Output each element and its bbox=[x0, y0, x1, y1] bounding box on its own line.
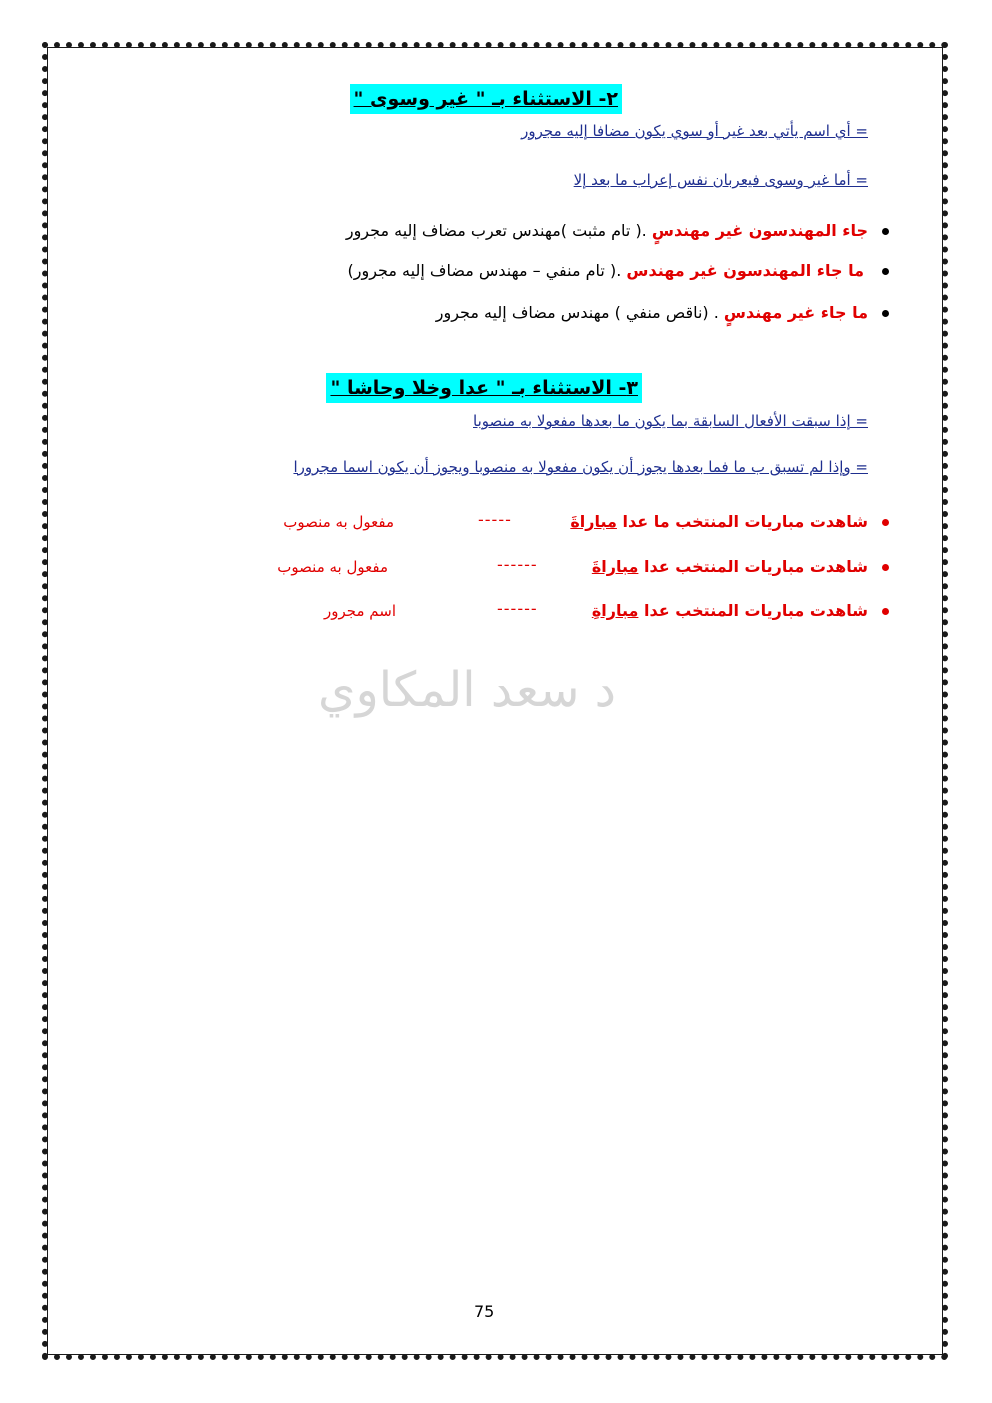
example-note: مفعول به منصوب bbox=[283, 513, 394, 531]
page-number: 75 bbox=[474, 1302, 495, 1321]
example-bold: ما جاء غير مهندسٍ bbox=[723, 303, 868, 322]
section-3-rule-2: = وإذا لم تسبق ب ما فما بعدها يجوز أن يكون مفعولا به منصوبا ويجوز أن يكون اسما مجرورا bbox=[293, 458, 868, 476]
section-2-example-1 bbox=[346, 219, 868, 243]
bullet-icon bbox=[882, 310, 889, 317]
section-3-example-1 bbox=[570, 510, 868, 534]
section-2-rule-1: = أي اسم يأتي بعد غير أو سوي يكون مضافا إليه مجرور bbox=[521, 122, 868, 140]
example-main: شاهدت مباريات المنتخب عدا bbox=[638, 557, 868, 576]
bullet-icon bbox=[882, 519, 889, 526]
example-rest: .( تام مثبت )مهندس تعرب مضاف إليه مجرور bbox=[345, 221, 652, 240]
example-main: شاهدت مباريات المنتخب عدا bbox=[638, 601, 868, 620]
example-word: مباراةِ bbox=[591, 601, 639, 620]
section-2-rule-2: = أما غير وسوى فيعربان نفس إعراب ما بعد إلا bbox=[573, 171, 868, 189]
example-word: مباراةَ bbox=[591, 557, 639, 576]
section-3-heading: ٣- الاستثناء بـ " عدا وخلا وحاشا " bbox=[326, 373, 642, 403]
example-dash: ------ bbox=[497, 599, 538, 618]
section-2-example-3 bbox=[436, 301, 868, 325]
bullet-icon bbox=[882, 268, 889, 275]
bullet-icon bbox=[882, 564, 889, 571]
example-word: مباراةَ bbox=[570, 512, 617, 531]
example-note: اسم مجرور bbox=[324, 602, 396, 620]
example-rest: . (ناقص منفي ) مهندس مضاف إليه مجرور bbox=[435, 303, 724, 322]
example-rest: .( تام منفي – مهندس مضاف إليه مجرور) bbox=[347, 261, 627, 280]
section-2-example-2 bbox=[348, 259, 864, 283]
section-3-example-2 bbox=[592, 555, 868, 579]
section-3-rule-1: = إذا سبقت الأفعال السابقة بما يكون ما بعدها مفعولا به منصوبا bbox=[473, 412, 868, 430]
section-3-example-3 bbox=[592, 599, 868, 623]
example-main: شاهدت مباريات المنتخب ما عدا bbox=[616, 512, 868, 531]
example-dash: ----- bbox=[478, 510, 512, 529]
example-bold: ما جاء المهندسون غير مهندس bbox=[626, 261, 864, 280]
watermark: د سعد المكاوي bbox=[318, 662, 617, 718]
bullet-icon bbox=[882, 228, 889, 235]
section-2-heading: ٢- الاستثناء بـ " غير وسوى " bbox=[350, 84, 622, 114]
example-dash: ------ bbox=[497, 555, 538, 574]
example-note: مفعول به منصوب bbox=[277, 558, 388, 576]
bullet-icon bbox=[882, 608, 889, 615]
example-bold: جاء المهندسون غير مهندسٍ bbox=[651, 221, 868, 240]
